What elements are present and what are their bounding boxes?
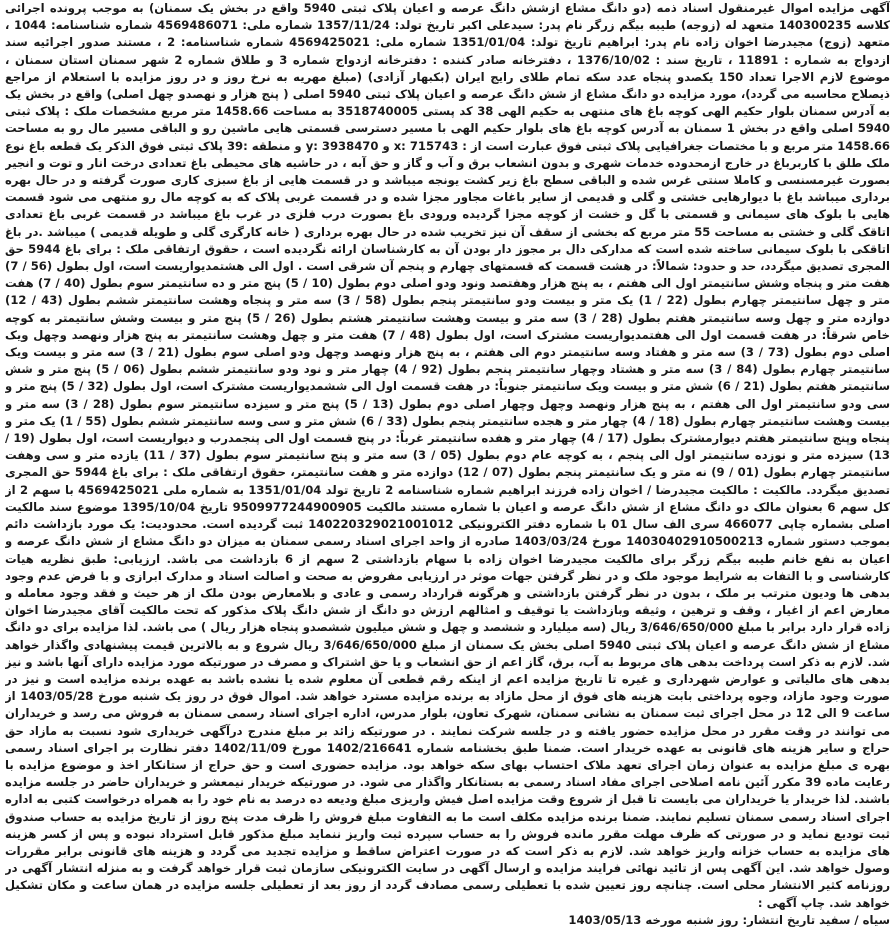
publication-date-line: سیاه / سفید تاریخ انتشار: روز شنبه مورخه 1403/05/13 [568, 912, 890, 927]
auction-notice [5, 0, 890, 951]
notice-body-text: آگهی مزایده اموال غیرمنقول اسناد ذمه (دو دانگ مشاع ازشش دانگ عرصه و اعیان پلاک ثبتی 5940 واقع در بخش یک سمنان) به موجب پرونده اجرائی کلاسه 140300235 متعهد له (زوجه) طیبه بیگم زرگر نام پدر: سیدعلی اکبر تاریخ تولد: 1357/11/24 شماره ملی: 4569486071 شماره شناسنامه: 1044 ، متعهد (زوج) مجیدرضا اخوان زاده نام پدر: ابراهیم تاریخ تولد: 1351/01/04 شماره ملی: 4569425021 شماره شناسنامه: 2 ، مستند صدور اجرائیه سند ازدواج به شماره : 11891 ، تاریخ سند : 1376/10/02 ، دفترخانه صادر کننده : دفترخانه ازدواج شماره 3 و طلاق شماره 2 شهر سمنان استان سمنان ، موضوع لازم الاجرا تعداد 150 یکصدو پنجاه عدد سکه تمام طلای رایج ایران (بکبهار آزادی) (مبلغ مهریه به نرخ روز و در روز مزایده با استعلام از مراجع ذیصلاح محاسبه می گردد)، مورد مزایده دو دانگ مشاع از شش دانگ عرصه و اعیان پلاک ثبتی 5940 اصلی ( پنج هزار و نهصدو چهل اصلی) واقع در بخش یک به آدرس سمنان بلوار حکیم الهی کوچه باغ های منتهی به حکیم الهی 38 کد پستی 3518740005 به مساحت 1458.66 متر مربع مشخصات ملک : پلاک ثبتی 5940 اصلی واقع در بخش 1 سمنان به آدرس کوچه باغ های بلوار حکیم الهی با مسیر دسترسی قسمتی هایی ماشین رو و الباقی مسیر مال رو به مساحت 1458.66 متر مربع و با مختصات جغرافیایی پلاک ثبتی فوق عبارت است از : x: 715743 و y: 3938470 و منطقه :39 پلاک ثبتی فوق الذکر یک قطعه باغ نوع ملک طلق با کاربرباغ در خارج ازمحدوده خدمات شهری و بدون انشعاب برق و آب و گاز و حق آبه ، در حاشیه های محیطی باغ تعدادی درخت انار و توت و انجیر بصورت غیرمسنسی و کاملا سنتی غرس شده و الباقی سطح باغ زیر کشت یونجه میباشد و در قسمت هایی از باغ سبزی کاری صورت گرفته و در حال بهره برداری میباشد باغ با دیوارهایی خشتی و گلی و قدیمی از سایر باغات مجاور مجزا شده و در قسمت غربی پلاک که به کوچه مال رو منتهی می شود قسمت هایی با بلوک های سیمانی و قسمتی با گل و خشت از کوچه مجزا گردیده ورودی باغ بصورت درب فلزی در غرب باغ میباشد در قسمت غربی باغ تعدادی اتاقک گلی و خشتی به مساحت 55 متر مربع که بخشی از سقف آن نیز تخریب شده در حال بهره برداری ( خانه کارگری گلی و طویله قدیمی ) میباشد .در باغ اتاقکی با بلوک سیمانی ساخته شده است که مدارکی دال بر مجوز دار بودن آن به کارشناسان ارائه نگردیده است ، حقوق ارتفاقی ملک : برای باغ 5944 حق المجری تصدیق میگردد، حد و حدود: شمالاً: در هشت قسمت که قسمتهای چهارم و پنجم آن شرقی است . اول الی هشتمدیواریست است، اول بطول (56 / 7) هفت متر و پنجاه وشش سانتیمتر اول الی هفتم ، به پنج هزار وهفتصد ونود ودو اصلی دوم بطول (10 / 5) پنج متر و ده سانتیمتر سوم بطول (40 / 7) هفت متر و چهل سانتیمتر چهارم بطول (22 / 1) یک متر و بیست ودو سانتیمتر پنجم بطول (58 / 3) سه متر و پنجاه وهشت سانتیمتر ششم بطول (43 / 12) دوازده متر و چهل وسه سانتیمتر هفتم بطول (28 / 3) سه متر و بیست وهشت سانتیمتر هشتم بطول (26 / 5) پنج متر و بیست وشش سانتیمتر به کوچه خاص شرقاً: در هفت قسمت اول الی هفتمدیواریست مشترک است، اول بطول (48 / 7) هفت متر و چهل وهشت سانتیمتر به پنج هزار ونهصد وچهل ویک اصلی دوم بطول (73 / 3) سه متر و هفتاد وسه سانتیمتر دوم الی هفتم ، به پنج هزار ونهصد وچهل ودو اصلی سوم بطول (21 / 3) سه متر و بیست ویک سانتیمتر چهارم بطول (84 / 3) سه متر و هشتاد وچهار سانتیمتر پنجم بطول (92 / 4) چهار متر و نود ودو سانتیمتر ششم بطول (06 / 5) پنج متر و شش سانتیمتر هفتم بطول (21 / 6) شش متر و بیست ویک سانتیمتر جنوباً: در هفت قسمت اول الی ششمدیواریست مشترک است، اول بطول (32 / 5) پنج متر و سی ودو سانتیمتر اول الی هفتم ، به پنج هزار ونهصد وچهل وچهار اصلی دوم بطول (13 / 5) پنج متر و سیزده سانتیمتر سوم بطول (28 / 3) سه متر و بیست وهشت سانتیمتر چهارم بطول (18 / 4) چهار متر و هجده سانتیمتر پنجم بطول (33 / 6) شش متر و سی وسه سانتیمتر ششم بطول (55 / 1) یک متر و پنجاه وپنج سانتیمتر هفتم دیوارمشترک بطول (17 / 4) چهار متر و هفده سانتیمتر غرباً: در پنج قسمت اول الی پنجمدرب و دیواریست است، اول بطول (19 / 13) سیزده متر و نوزده سانتیمتر اول الی پنجم ، به کوچه عام دوم بطول (05 / 3) سه متر و پنج سانتیمتر سوم بطول (37 / 11) یازده متر و سی وهفت سانتیمتر چهارم بطول (01 / 9) نه متر و یک سانتیمتر پنجم بطول (07 / 12) دوازده متر و هفت سانتیمتر، حقوق ارتفاقی ملک : برای باغ 5944 حق المجری تصدیق میگردد. مالکیت : مالکیت مجیدرضا / اخوان زاده فرزند ابراهیم شماره شناسنامه 2 تاریخ تولد 1351/01/04 به شماره ملی 4569425021 با سهم 2 از کل سهم 6 بعنوان مالک دو دانگ مشاع از شش دانگ عرصه و اعیان با شماره مستند مالکیت 9509977244900905 تاریخ 1395/10/04 موضوع سند مالکیت اصلی بشماره چاپی 466077 سری الف سال 01 با شماره دفتر الکترونیکی 140220329021001012 ثبت گردیده است. محدودیت: یک مورد بازداشت دائم بموجب دستور شماره 14030402910500213 مورخ 1403/03/24 صادره از واحد اجرای اسناد رسمی سمنان به میزان دو دانگ مشاع از شش دانگ عرصه و اعیان به نفع خانم طیبه بیگم زرگر برای مالکیت مجیدرضا اخوان زاده با سهام بازداشتی 2 سهم از 6 بازداشت می باشد. ارزیابی: طبق نظریه هیات کارشناسی و با التفات به شرایط موجود ملک و در نظر گرفتن جهات موثر در ارزیابی مفروض به صحت و اصالت اسناد و مدارک ابرازی و با فرض عدم وجود بدهی ها ودیون مترتب بر ملک ، بدون در نظر گرفتن بازداشتی و هرگونه قرارداد رسمی و عادی و بلامعارض بودن ملک از هر حیث و فقد وجود معامله و معارض اعم از اغیار ، وقف و ترهین ، وثیقه وبازداشت یا توقیف و امثالهم ارزش دو دانگ از شش دانگ پلاک مذکور که تحت مالکیت آقای مجیدرضا اخوان زاده قرار دارد برابر با مبلغ 3/646/650/000 ریال (سه میلیارد و ششصد و چهل و شش میلیون ششصدو پنجاه هزار ریال ) می باشد. لذا مزایده برای دو دانگ مشاع از شش دانگ عرصه و اعیان پلاک ثبتی 5940 اصلی بخش یک سمنان از مبلغ 3/646/650/000 ریال شروع و به بالاترین قیمت پیشنهادی واگذار خواهد شد. لازم به ذکر است پرداخت بدهی های مربوط به آب، برق، گاز اعم از حق انشعاب و یا حق اشتراک و مصرف در صورتیکه مورد مزایده دارای آنها باشد و نیز بدهی های مالیاتی و عوارض شهرداری و غیره تا تاریخ مزایده اعم از اینکه رقم قطعی آن معلوم شده یا نشده باشد به عهده برنده مزایده است و نیز در صورت وجود مازاد، وجوه پرداختی بابت هزینه های فوق از محل مازاد به برنده مزایده مسترد خواهد شد. اموال فوق در روز یک شنبه مورخ 1403/05/28 از ساعت 9 الی 12 در محل اجرای ثبت سمنان به نشانی سمنان، شهرک تعاون، بلوار مدرس، اداره اجرای اسناد رسمی سمنان به فروش می رسد و خریداران می توانند در وقت مقرر در محل مزایده حضور یافته و در جلسه شرکت نمایند . در صورتیکه زائد بر مبلغ مندرج درآگهی خریداری شود نسبت به مازاد حق حراج و سایر هزینه های قانونی به عهده خریدار است. ضمنا طبق بخشنامه شماره 1402/216641 مورخ 1402/11/09 دفتر نظارت بر اجرای اسناد رسمی بهره ی مبلغ مزایده به عنوان زمان اجرای تعهد ملاک احتساب بهای سکه خواهد بود. مزایده حضوری است و حق حراج از ستانکار اخذ و موضوع مزایده با رعایت ماده 39 مکرر آئین نامه اصلاحی اجرای مفاد اسناد رسمی به بستانکار واگذار می شود. در صورتیکه خریدار نیمعشر و خریداران حاضر در جلسه مزایده باشند. لذا خریدار یا خریداران می بایست تا قبل از شروع وقت مزایده اصل فیش واریزی مبلغ ودیعه ده درصد به نام خود را به همراه درخواست کتبی به اداره اجرای اسناد رسمی سمنان تسلیم نمایند. ضمنا برنده مزایده مکلف است ما به التفاوت مبلغ فروش را ظرف مدت پنج روز از تاریخ مزایده به حساب صندوق ثبت تودیع نماید و در صورتی که ظرف مهلت مقرر مانده فروش را به حساب سپرده ثبت واریز ننماید مبلغ مذکور قابل استرداد نبوده و پس از کسر هزینه های مزایده به حساب خزانه واریز خواهد شد. لازم به ذکر است که در صورت اعتراض ساقط و مزایده تجدید می گردد و هزینه های قانونی برابر مقررات وصول خواهد شد. این آگهی پس از تائید نهائی فرایند مزایده و ارسال آگهی در سایت الکترونیکی سازمان ثبت قرار خواهد گرفت و به منزله انتشار آگهی در روزنامه کثیر الانتشار محلی است. چنانچه روز تعیین شده با تعطیلی رسمی مصادف گردد از روز بعد از تعطیلی جلسه مزایده در همان ساعت و مکان تشکیل خواهد شد. چاپ آگهی : [5, 1, 890, 910]
